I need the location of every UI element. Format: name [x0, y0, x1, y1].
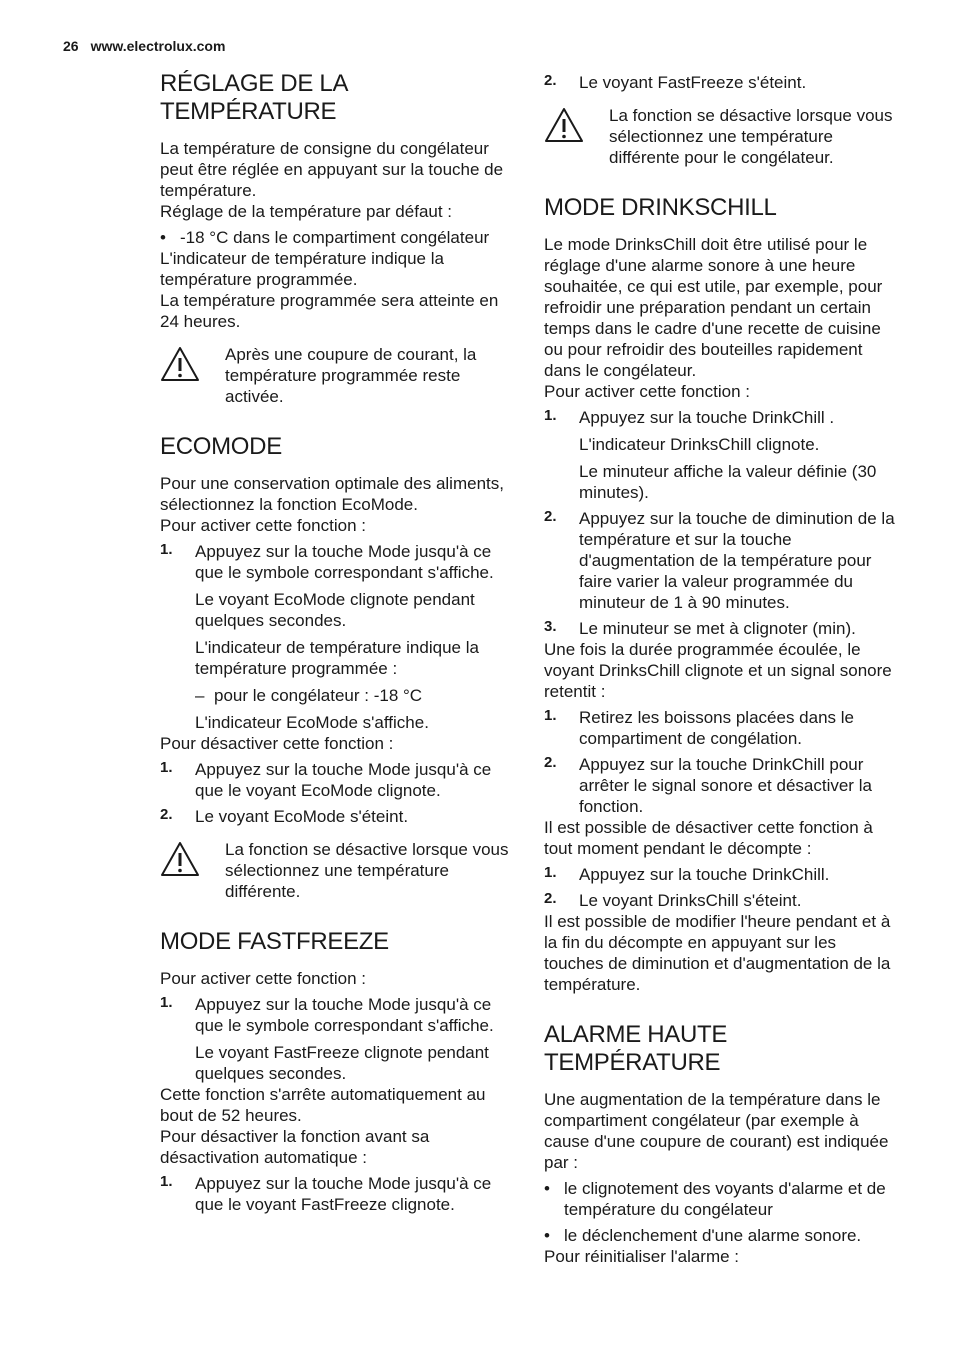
warning-icon: [160, 841, 200, 877]
warning-text: Après une coupure de courant, la température programmée reste activée.: [225, 345, 477, 406]
step-text: Retirez les boissons placées dans le compartiment de congélation.: [579, 708, 854, 748]
step-number: 2.: [544, 754, 557, 771]
paragraph: La température programmée sera atteinte en 24 heures.: [160, 291, 499, 331]
paragraph: Il est possible de modifier l'heure pendant et à la fin du décompte en appuyant sur les touches de diminution et d'augmentation de la température.: [544, 912, 891, 994]
numbered-step: [544, 707, 896, 749]
dash-text: pour le congélateur : -18 °C: [214, 686, 423, 705]
step-number: 1.: [160, 759, 173, 776]
step-detail: Le minuteur affiche la valeur définie (30 minutes).: [579, 462, 877, 502]
step-text: Appuyez sur la touche DrinkChill pour arrêter le signal sonore et désactiver la fonction.: [579, 755, 872, 816]
section-title-fastfreeze: MODE FASTFREEZE: [160, 928, 389, 955]
step-detail: L'indicateur EcoMode s'affiche.: [195, 713, 429, 732]
step-text: Appuyez sur la touche de diminution de la température et sur la touche d'augmentation de la température pour faire varier la valeur programmée du minuteur de 1 à 90 minutes.: [579, 509, 895, 612]
paragraph: Pour réinitialiser l'alarme :: [544, 1247, 740, 1266]
step-number: 1.: [544, 864, 557, 881]
bullet-text: le déclenchement d'une alarme sonore.: [564, 1226, 862, 1245]
numbered-step: [544, 407, 896, 428]
step-number: 1.: [160, 1173, 173, 1190]
bullet-glyph: •: [544, 1179, 550, 1198]
numbered-step: [160, 994, 512, 1036]
warning-text: La fonction se désactive lorsque vous sélectionnez une température différente.: [225, 840, 509, 901]
bullet-glyph: •: [160, 228, 166, 247]
bullet-glyph: •: [544, 1226, 550, 1245]
section-title-ecomode: ECOMODE: [160, 433, 282, 460]
bullet-item: [544, 1178, 896, 1220]
step-number: 2.: [544, 508, 557, 525]
warning-icon: [160, 346, 200, 382]
numbered-step: [544, 890, 896, 911]
step-number: 2.: [544, 72, 557, 89]
paragraph: L'indicateur de température indique la température programmée.: [160, 249, 444, 289]
numbered-step: [544, 72, 896, 93]
paragraph: Pour désactiver la fonction avant sa désactivation automatique :: [160, 1127, 430, 1167]
paragraph: Une fois la durée programmée écoulée, le voyant DrinksChill clignote et un signal sonore retentit :: [544, 640, 892, 701]
paragraph: Réglage de la température par défaut :: [160, 202, 453, 221]
page-header: [63, 38, 225, 54]
paragraph: Pour activer cette fonction :: [160, 516, 366, 535]
step-detail: L'indicateur DrinksChill clignote.: [579, 435, 820, 454]
step-text: Appuyez sur la touche Mode jusqu'à ce que le voyant FastFreeze clignote.: [195, 1174, 492, 1214]
step-detail: Le voyant EcoMode clignote pendant quelques secondes.: [195, 590, 475, 630]
step-number: 1.: [544, 707, 557, 724]
page-number: 26: [63, 38, 79, 54]
numbered-step: [544, 508, 896, 613]
site-url: www.electrolux.com: [90, 38, 226, 54]
step-number: 3.: [544, 618, 557, 635]
step-text: Appuyez sur la touche Mode jusqu'à ce que le symbole correspondant s'affiche.: [195, 542, 494, 582]
step-number: 2.: [544, 890, 557, 907]
step-text: Le minuteur se met à clignoter (min).: [579, 619, 856, 638]
dash-item: [195, 685, 512, 706]
step-text: Le voyant EcoMode s'éteint.: [195, 807, 409, 826]
step-text: Appuyez sur la touche DrinkChill .: [579, 408, 835, 427]
step-text: Appuyez sur la touche Mode jusqu'à ce que le voyant EcoMode clignote.: [195, 760, 492, 800]
warning-text: La fonction se désactive lorsque vous sélectionnez une température différente pour le congélateur.: [609, 106, 893, 167]
step-text: Le voyant DrinksChill s'éteint.: [579, 891, 802, 910]
paragraph: Pour activer cette fonction :: [544, 382, 750, 401]
step-text: Appuyez sur la touche Mode jusqu'à ce que le symbole correspondant s'affiche.: [195, 995, 494, 1035]
warning-note: [160, 839, 512, 902]
left-column: [160, 70, 512, 1215]
step-text: Le voyant FastFreeze s'éteint.: [579, 73, 807, 92]
paragraph: Pour activer cette fonction :: [160, 969, 366, 988]
warning-icon: [544, 107, 584, 143]
numbered-step: [544, 864, 896, 885]
section-title-drinkschill: MODE DRINKSCHILL: [544, 194, 777, 221]
step-number: 1.: [160, 994, 173, 1011]
numbered-step: [544, 754, 896, 817]
section-title-temperature: RÉGLAGE DE LA TEMPÉRATURE: [160, 70, 347, 125]
paragraph: La température de consigne du congélateur peut être réglée en appuyant sur la touche de température.: [160, 139, 504, 200]
bullet-item: [544, 1225, 896, 1246]
step-detail: Le voyant FastFreeze clignote pendant quelques secondes.: [195, 1043, 489, 1083]
numbered-step: [160, 759, 512, 801]
step-detail: L'indicateur de température indique la température programmée :: [195, 638, 479, 678]
paragraph: Pour une conservation optimale des aliments, sélectionnez la fonction EcoMode.: [160, 474, 504, 514]
warning-note: [544, 105, 896, 168]
paragraph: Il est possible de désactiver cette fonction à tout moment pendant le décompte :: [544, 818, 873, 858]
section-title-high-temp-alarm: ALARME HAUTE TEMPÉRATURE: [544, 1021, 728, 1076]
step-text: Appuyez sur la touche DrinkChill.: [579, 865, 830, 884]
bullet-text: le clignotement des voyants d'alarme et de température du congélateur: [564, 1179, 886, 1219]
paragraph: Cette fonction s'arrête automatiquement au bout de 52 heures.: [160, 1085, 486, 1125]
dash-glyph: –: [195, 686, 205, 705]
warning-note: [160, 344, 512, 407]
numbered-step: [544, 618, 896, 639]
numbered-step: [160, 1173, 512, 1215]
step-number: 2.: [160, 806, 173, 823]
numbered-step: [160, 806, 512, 827]
bullet-item: [160, 227, 512, 248]
paragraph: Le mode DrinksChill doit être utilisé pour le réglage d'une alarme sonore à une heure souhaitée, ce qui est utile, par exemple, pour refroidir une préparation pendant un certain temps dans le cadre d'une recette de cuisine ou pour refroidir des bouteilles rapidement dans le congélateur.: [544, 235, 883, 380]
bullet-text: -18 °C dans le compartiment congélateur: [180, 228, 490, 247]
right-column: [544, 70, 896, 1267]
paragraph: Une augmentation de la température dans le compartiment congélateur (par exemple à cause d'une coupure de courant) est indiquée par :: [544, 1090, 889, 1172]
step-number: 1.: [544, 407, 557, 424]
step-number: 1.: [160, 541, 173, 558]
paragraph: Pour désactiver cette fonction :: [160, 734, 394, 753]
numbered-step: [160, 541, 512, 583]
